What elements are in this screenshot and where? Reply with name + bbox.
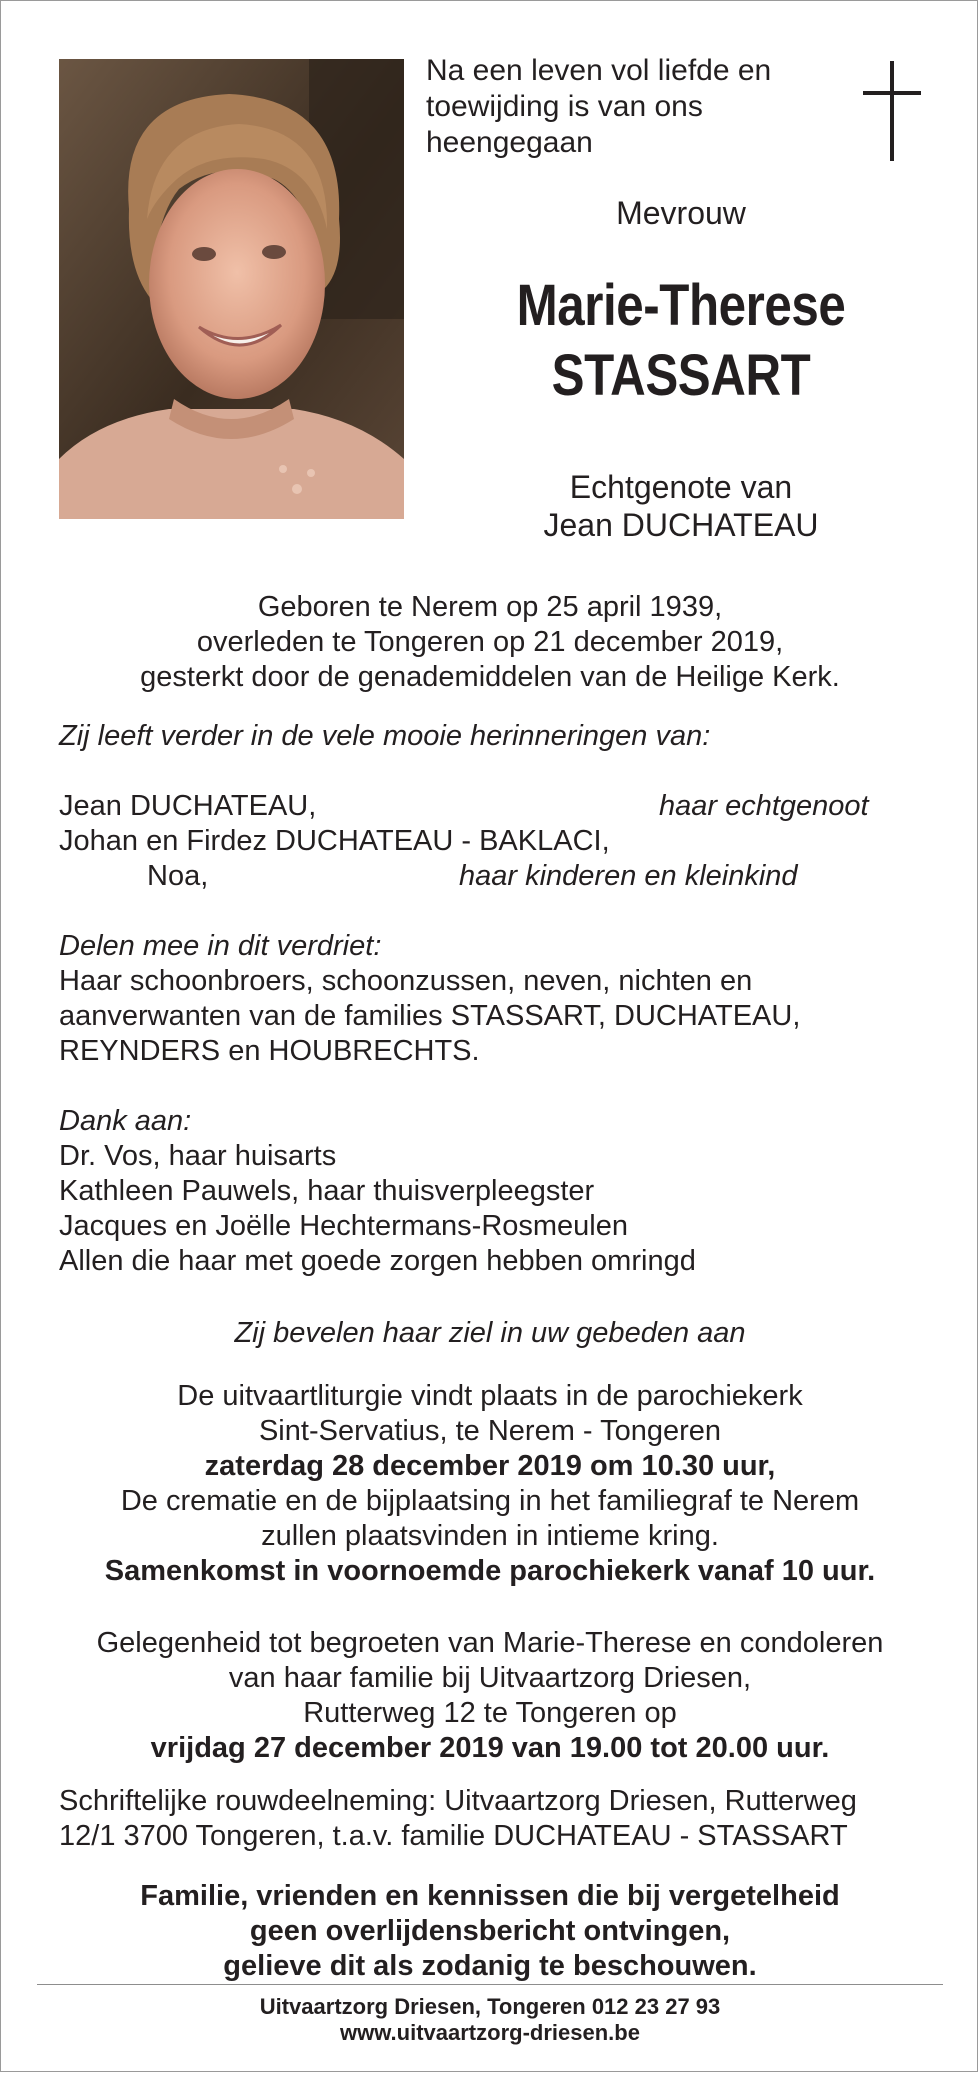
written-condolence: [59, 1784, 959, 1854]
family-row: [59, 789, 939, 824]
thanks-line: Jacques en Joëlle Hechtermans-Rosmeulen: [59, 1210, 629, 1242]
title-mevrouw: Mevrouw: [616, 195, 746, 231]
footer-contact: Uitvaartzorg Driesen, Tongeren 012 23 27 93: [259, 1994, 721, 2019]
grief-line: REYNDERS en HOUBRECHTS.: [59, 1035, 480, 1067]
first-name: Marie-Therese: [516, 273, 846, 338]
grief-heading: Delen mee in dit verdriet:: [59, 930, 382, 962]
visitation-date: vrijdag 27 december 2019 van 19.00 tot 20.00 uur.: [150, 1732, 830, 1764]
family-row: [59, 824, 939, 859]
notice-line: Familie, vrienden en kennissen die bij vergetelheid: [140, 1880, 840, 1912]
spouse-info: [431, 468, 931, 544]
spouse-name: Jean DUCHATEAU: [543, 507, 819, 543]
grief-line: aanverwanten van de families STASSART, DUCHATEAU,: [59, 1000, 801, 1032]
thanks-line: Allen die haar met goede zorgen hebben omringd: [59, 1245, 696, 1277]
family-role: haar echtgenoot: [659, 790, 869, 822]
date-line: overleden te Tongeren op 21 december 2019,: [196, 626, 784, 658]
thanks-line: Kathleen Pauwels, haar thuisverpleegster: [59, 1175, 595, 1207]
funeral-date: zaterdag 28 december 2019 om 10.30 uur,: [204, 1450, 776, 1482]
funeral-block: [1, 1379, 979, 1589]
date-line: Geboren te Nerem op 25 april 1939,: [257, 591, 723, 623]
funeral-line: zullen plaatsvinden in intieme kring.: [261, 1520, 719, 1552]
family-name: Johan en Firdez DUCHATEAU - BAKLACI,: [59, 825, 610, 857]
written-line: Schriftelijke rouwdeelneming: Uitvaartzorg Driesen, Rutterweg: [59, 1785, 857, 1817]
family-name: Jean DUCHATEAU,: [59, 790, 317, 822]
funeral-line: Sint-Servatius, te Nerem - Tongeren: [258, 1415, 722, 1447]
thanks-heading: Dank aan:: [59, 1105, 192, 1137]
thanks-line: Dr. Vos, haar huisarts: [59, 1140, 337, 1172]
notice-line: geen overlijdensbericht ontvingen,: [249, 1915, 731, 1947]
grief-line: Haar schoonbroers, schoonzussen, neven, nichten en: [59, 965, 753, 997]
notice-line: gelieve dit als zodanig te beschouwen.: [223, 1950, 757, 1982]
intro-text: [426, 53, 826, 161]
notice-block: [1, 1879, 979, 1984]
family-role: haar kinderen en kleinkind: [459, 860, 798, 892]
visitation-line: Gelegenheid tot begroeten van Marie-Therese en condoleren: [96, 1627, 884, 1659]
funeral-line: De crematie en de bijplaatsing in het familiegraf te Nerem: [120, 1485, 860, 1517]
date-line: gesterkt door de genademiddelen van de Heilige Kerk.: [140, 661, 840, 693]
prayer-line: Zij bevelen haar ziel in uw gebeden aan: [234, 1317, 746, 1349]
gathering-line: Samenkomst in voornoemde parochiekerk vanaf 10 uur.: [104, 1555, 876, 1587]
family-list: [59, 789, 939, 894]
family-name: Noa,: [147, 860, 209, 892]
intro-line: heengegaan: [426, 126, 593, 159]
grief-block: [59, 929, 959, 1069]
portrait-photo: [59, 59, 404, 519]
intro-line: toewijding is van ons: [426, 90, 703, 123]
written-line: 12/1 3700 Tongeren, t.a.v. familie DUCHATEAU - STASSART: [59, 1820, 848, 1852]
footer-divider: [37, 1984, 943, 1985]
footer-website[interactable]: www.uitvaartzorg-driesen.be: [340, 2020, 640, 2045]
family-row: [59, 859, 939, 894]
footer: [1, 1994, 979, 2046]
visitation-line: van haar familie bij Uitvaartzorg Driesen,: [228, 1662, 752, 1694]
spouse-label: Echtgenote van: [569, 469, 793, 505]
funeral-line: De uitvaartliturgie vindt plaats in de parochiekerk: [177, 1380, 803, 1412]
visitation-block: [1, 1626, 979, 1766]
last-name: STASSART: [551, 343, 811, 408]
visitation-line: Rutterweg 12 te Tongeren op: [303, 1697, 677, 1729]
intro-line: Na een leven vol liefde en: [426, 54, 772, 87]
thanks-block: [59, 1104, 959, 1279]
cross-icon: [863, 61, 921, 161]
dates-block: [1, 590, 979, 695]
memories-heading: Zij leeft verder in de vele mooie herinneringen van:: [59, 720, 711, 752]
deceased-name: [469, 271, 894, 411]
